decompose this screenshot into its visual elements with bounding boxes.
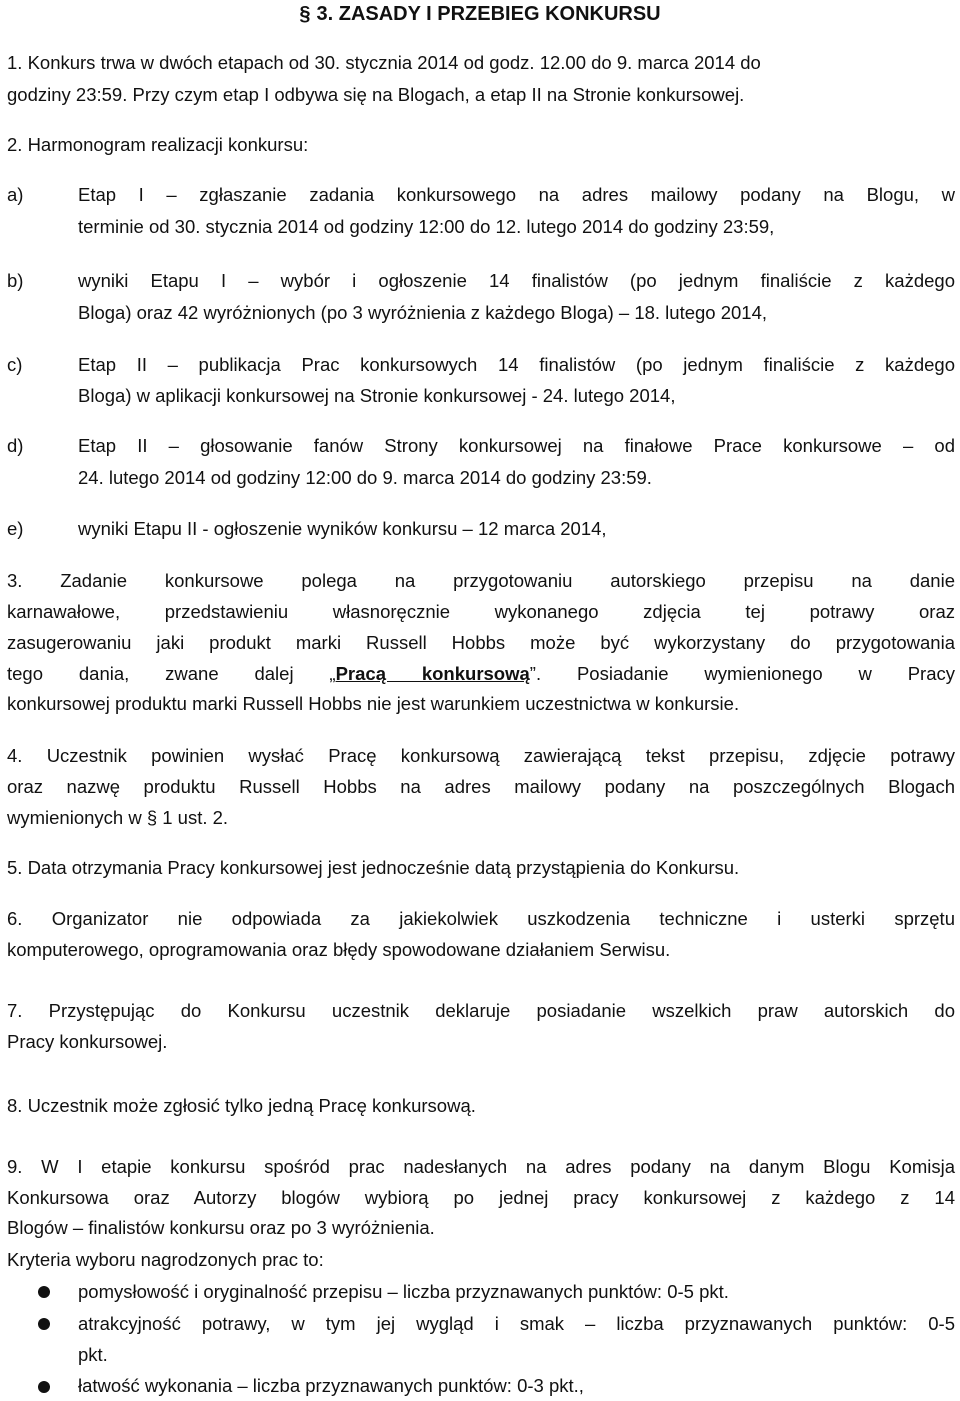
criteria-intro: Kryteria wyboru nagrodzonych prac to: (7, 1249, 324, 1270)
paragraph-4-line-2: oraz nazwę produktu Russell Hobbs na adres mailowy podany na poszczególnych Blogach (7, 776, 955, 797)
paragraph-3-line-5: konkursowej produktu marki Russell Hobbs nie jest warunkiem uczestnictwa w konkursie. (7, 693, 740, 714)
paragraph-6-line-1: 6. Organizator nie odpowiada za jakiekolwiek uszkodzenia techniczne i usterki sprzętu (7, 908, 955, 929)
schedule-a-label: a) (7, 184, 24, 205)
bullet-icon (38, 1381, 50, 1393)
paragraph-1-line-2: godziny 23:59. Przy czym etap I odbywa się na Blogach, a etap II na Stronie konkursowej. (7, 84, 745, 105)
schedule-c-label: c) (7, 354, 23, 375)
section-title: 3. ZASADY I PRZEBIEG KONKURSU (316, 3, 661, 25)
schedule-c-line-1: Etap II – publikacja Prac konkursowych 14 finalistów (po jednym finaliście z każdego (78, 354, 955, 375)
paragraph-3-line-4-post: ”. Posiadanie wymienionego w Pracy (529, 663, 955, 684)
schedule-b-line-1: wyniki Etapu I – wybór i ogłoszenie 14 finalistów (po jednym finaliście z każdego (78, 270, 955, 291)
paragraph-4-line-3: wymienionych w § 1 ust. 2. (7, 807, 229, 828)
criteria-item-2-line-1: atrakcyjność potrawy, w tym jej wygląd i smak – liczba przyznawanych punktów: 0-5 (78, 1313, 955, 1334)
paragraph-8-line-1: 8. Uczestnik może zgłosić tylko jedną Pracę konkursową. (7, 1095, 476, 1116)
bullet-icon (38, 1318, 50, 1330)
schedule-e-line-1: wyniki Etapu II - ogłoszenie wyników konkursu – 12 marca 2014, (78, 518, 607, 539)
schedule-b-label: b) (7, 270, 24, 291)
schedule-a-line-1: Etap I – zgłaszanie zadania konkursowego na adres mailowy podany na Blogu, w (78, 184, 955, 205)
schedule-b-line-2: Bloga) oraz 42 wyróżnionych (po 3 wyróżnienia z każdego Bloga) – 18. lutego 2014, (78, 302, 768, 323)
term-praca-konkursowa: Pracą konkursową (335, 663, 530, 684)
paragraph-7-line-2: Pracy konkursowej. (7, 1031, 168, 1052)
schedule-d-line-1: Etap II – głosowanie fanów Strony konkursowej na finałowe Prace konkursowe – od (78, 435, 955, 456)
section-heading (0, 0, 960, 28)
paragraph-1-line-1: 1. Konkurs trwa w dwóch etapach od 30. stycznia 2014 od godz. 12.00 do 9. marca 2014 do (7, 52, 761, 73)
paragraph-9-line-1: 9. W I etapie konkursu spośród prac nadesłanych na adres podany na danym Blogu Komisja (7, 1156, 955, 1177)
criteria-item-2-line-2: pkt. (78, 1344, 108, 1365)
section-sign: § (299, 3, 311, 25)
paragraph-5-line-1: 5. Data otrzymania Pracy konkursowej jest jednocześnie datą przystąpienia do Konkursu. (7, 857, 740, 878)
paragraph-3-line-4-pre: tego dania, zwane dalej „ (7, 663, 336, 684)
paragraph-3-line-3: zasugerowaniu jaki produkt marki Russell Hobbs może być wykorzystany do przygotowania (7, 632, 955, 653)
criteria-item-3-line-1: łatwość wykonania – liczba przyznawanych punktów: 0-3 pkt., (78, 1375, 584, 1396)
schedule-c-line-2: Bloga) w aplikacji konkursowej na Stronie konkursowej - 24. lutego 2014, (78, 385, 676, 406)
criteria-item-1-line-1: pomysłowość i oryginalność przepisu – liczba przyznawanych punktów: 0-5 pkt. (78, 1281, 729, 1302)
schedule-a-line-2: terminie od 30. stycznia 2014 od godziny 12:00 do 12. lutego 2014 do godziny 23:59, (78, 216, 775, 237)
paragraph-6-line-2: komputerowego, oprogramowania oraz błędy spowodowane działaniem Serwisu. (7, 939, 671, 960)
schedule-d-line-2: 24. lutego 2014 od godziny 12:00 do 9. marca 2014 do godziny 23:59. (78, 467, 652, 488)
paragraph-7-line-1: 7. Przystępując do Konkursu uczestnik deklaruje posiadanie wszelkich praw autorskich do (7, 1000, 955, 1021)
paragraph-4-line-1: 4. Uczestnik powinien wysłać Pracę konkursową zawierającą tekst przepisu, zdjęcie potrawy (7, 745, 955, 766)
bullet-icon (38, 1286, 50, 1298)
paragraph-3-line-1: 3. Zadanie konkursowe polega na przygotowaniu autorskiego przepisu na danie (7, 570, 955, 591)
schedule-e-label: e) (7, 518, 24, 539)
paragraph-2-line-1: 2. Harmonogram realizacji konkursu: (7, 134, 309, 155)
paragraph-9-line-2: Konkursowa oraz Autorzy blogów wybiorą po jednej pracy konkursowej z każdego z 14 (7, 1187, 955, 1208)
schedule-d-label: d) (7, 435, 24, 456)
paragraph-9-line-3: Blogów – finalistów konkursu oraz po 3 wyróżnienia. (7, 1217, 435, 1238)
paragraph-3-line-2: karnawałowe, przedstawieniu własnoręcznie wykonanego zdjęcia tej potrawy oraz (7, 601, 955, 622)
paragraph-3-line-4 (7, 659, 955, 689)
